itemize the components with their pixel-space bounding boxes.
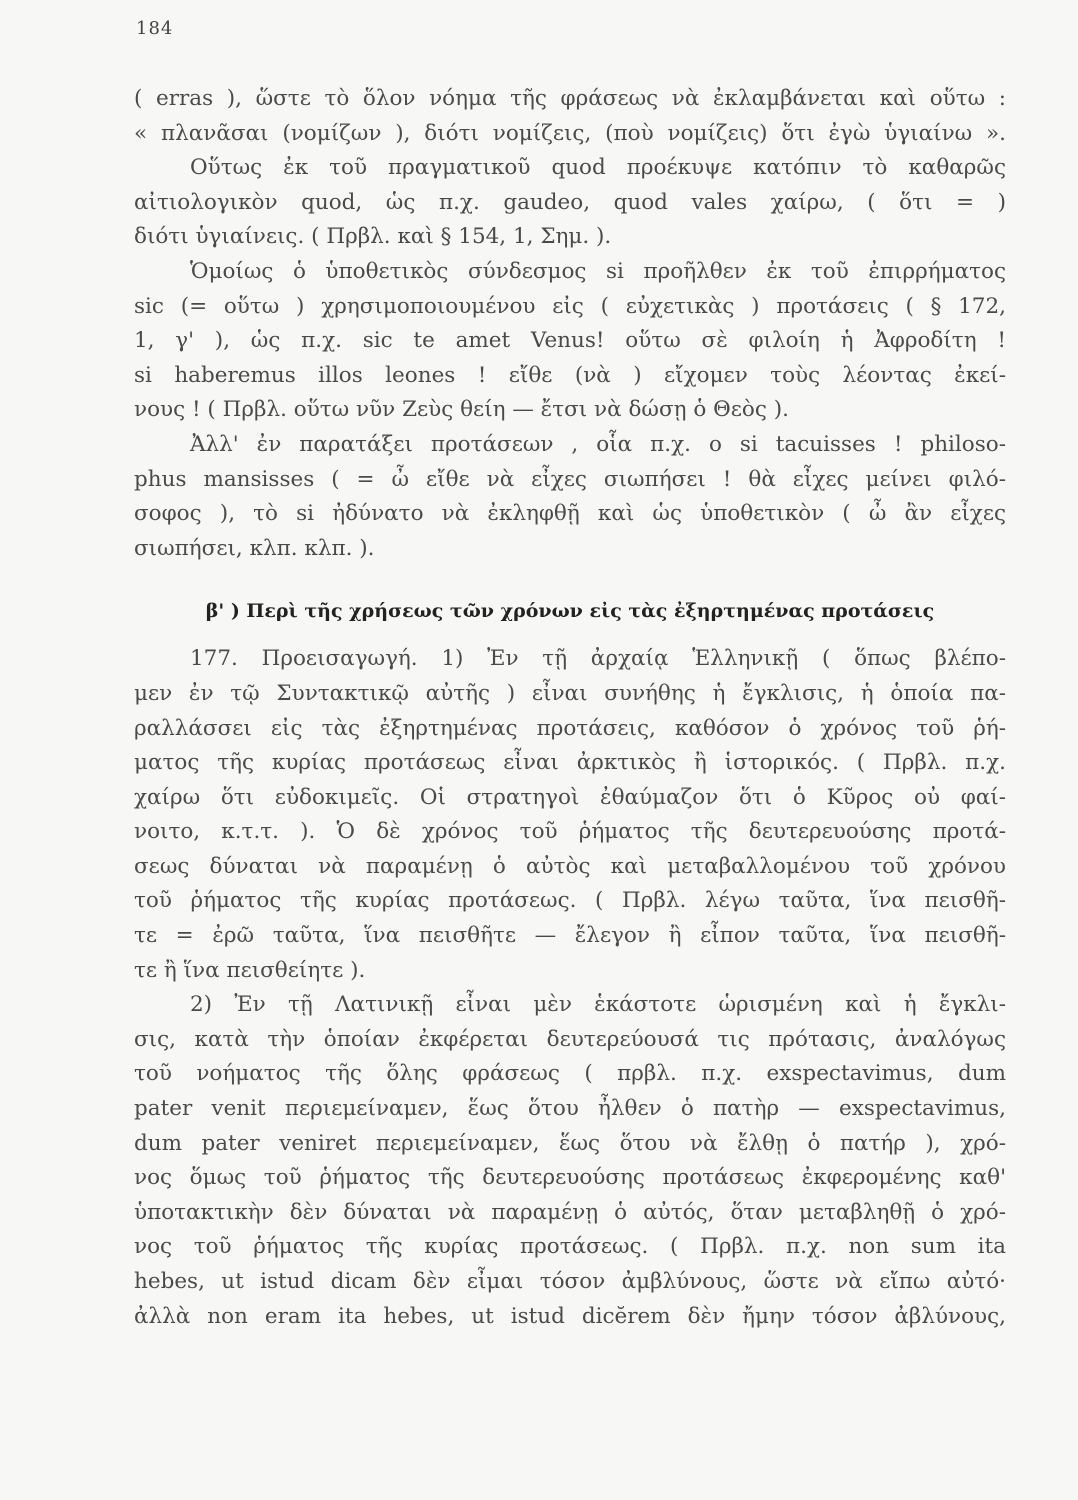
text-line: αἰτιολογικὸν quod, ὡς π.χ. gaudeo, quod vales χαίρω, ( ὅτι = ) bbox=[134, 189, 1006, 215]
text-line: 1, γ' ), ὡς π.χ. sic te amet Venus! οὕτω σὲ φιλοίη ἡ Ἀφροδίτη ! bbox=[134, 328, 1006, 354]
text-line: dum pater veniret περιεμείναμεν, ἕως ὅτου νὰ ἔλθῃ ὁ πατήρ ), χρό- bbox=[134, 1130, 1006, 1156]
text-line: 177. Προεισαγωγή. 1) Ἐν τῇ ἀρχαίᾳ Ἑλληνικῇ ( ὅπως βλέπο- bbox=[190, 646, 1006, 672]
text-line: 2) Ἐν τῇ Λατινικῇ εἶναι μὲν ἑκάστοτε ὡρισμένη καὶ ἡ ἔγκλι- bbox=[190, 992, 1006, 1018]
text-line: ραλλάσσει εἰς τὰς ἐξηρτημένας προτάσεις, καθόσον ὁ χρόνος τοῦ ῥή- bbox=[134, 715, 1006, 741]
text-line: ματος τῆς κυρίας προτάσεως εἶναι ἀρκτικὸς ἢ ἱστορικός. ( Πρβλ. π.χ. bbox=[134, 750, 1006, 776]
page-body bbox=[134, 82, 1006, 1334]
text-line: σοφος ), τὸ si ἠδύνατο νὰ ἐκληφθῇ καὶ ὡς ὑποθετικὸν ( ὦ ἂν εἶχες bbox=[134, 501, 1006, 527]
section-gap bbox=[134, 566, 1006, 594]
text-line: νοιτο, κ.τ.τ. ). Ὁ δὲ χρόνος τοῦ ῥήματος τῆς δευτερευούσης προτά- bbox=[134, 819, 1006, 845]
text-line: τοῦ ῥήματος τῆς κυρίας προτάσεως. ( Πρβλ. λέγω ταῦτα, ἵνα πεισθῆ- bbox=[134, 888, 1006, 914]
text-line: σεως δύναται νὰ παραμένῃ ὁ αὐτὸς καὶ μεταβαλλομένου τοῦ χρόνου bbox=[134, 853, 1006, 879]
text-line: σις, κατὰ τὴν ὁποίαν ἐκφέρεται δευτερεύουσά τις πρότασις, ἀναλόγως bbox=[134, 1026, 1006, 1052]
section-heading: β' ) Περὶ τῆς χρήσεως τῶν χρόνων εἰς τὰς ἐξηρτημένας προτάσεις bbox=[205, 600, 935, 623]
text-line: μεν ἐν τῷ Συντακτικῷ αὐτῆς ) εἶναι συνήθης ἡ ἔγκλισις, ἡ ὁποία πα- bbox=[134, 680, 1006, 706]
text-line: νους ! ( Πρβλ. οὕτω νῦν Ζεὺς θείη — ἔτσι νὰ δώσῃ ὁ Θεὸς ). bbox=[134, 397, 789, 423]
text-line: τε = ἐρῶ ταῦτα, ἵνα πεισθῆτε — ἔλεγον ἢ εἶπον ταῦτα, ἵνα πεισθῆ- bbox=[134, 923, 1006, 949]
text-line: νος ὅμως τοῦ ῥήματος τῆς δευτερευούσης προτάσεως ἐκφερομένης καθ' bbox=[134, 1165, 1006, 1191]
text-line: Ὁμοίως ὁ ὑποθετικὸς σύνδεσμος si προῆλθεν ἐκ τοῦ ἐπιρρήματος bbox=[190, 258, 1006, 284]
text-line: ( erras ), ὥστε τὸ ὅλον νόημα τῆς φράσεως νὰ ἐκλαμβάνεται καὶ οὕτω : bbox=[134, 86, 1006, 111]
text-line: τοῦ νοήματος τῆς ὅλης φράσεως ( πρβλ. π.χ. exspectavimus, dum bbox=[134, 1061, 1006, 1087]
text-line: Οὕτως ἐκ τοῦ πραγματικοῦ quod προέκυψε κατόπιν τὸ καθαρῶς bbox=[190, 155, 1006, 181]
text-line: si haberemus illos leones ! εἴθε (νὰ ) εἴχομεν τοὺς λέοντας ἐκεί- bbox=[134, 362, 1006, 388]
text-line: νος τοῦ ῥήματος τῆς κυρίας προτάσεως. ( Πρβλ. π.χ. non sum ita bbox=[134, 1234, 1006, 1260]
text-line: « πλανᾶσαι (νομίζων ), διότι νομίζεις, (ποὺ νομίζεις) ὅτι ἐγὼ ὑγιαίνω ». bbox=[134, 120, 1006, 146]
text-line: ὑποτακτικὴν δὲν δύναται νὰ παραμένῃ ὁ αὐτός, ὅταν μεταβληθῇ ὁ χρό- bbox=[134, 1199, 1006, 1225]
text-line: ἀλλὰ non eram ita hebes, ut istud dicĕrem δὲν ἤμην τόσον ἀβλύνους, bbox=[134, 1303, 1006, 1329]
text-line: Ἀλλ' ἐν παρατάξει προτάσεων , οἷα π.χ. o si tacuisses ! philoso- bbox=[190, 431, 1006, 457]
section-gap bbox=[134, 628, 1006, 642]
text-line: τε ἢ ἵνα πεισθείητε ). bbox=[134, 957, 366, 983]
page-number: 184 bbox=[136, 18, 174, 39]
text-line: χαίρω ὅτι εὐδοκιμεῖς. Οἱ στρατηγοὶ ἐθαύμαζον ὅτι ὁ Κῦρος οὐ φαί- bbox=[134, 784, 1006, 810]
text-line: hebes, ut istud dicam δὲν εἶμαι τόσον ἀμβλύνους, ὥστε νὰ εἴπω αὐτό· bbox=[134, 1269, 1006, 1294]
text-line: διότι ὑγιαίνεις. ( Πρβλ. καὶ § 154, 1, Σημ. ). bbox=[134, 224, 612, 250]
text-line: sic (= οὕτω ) χρησιμοποιουμένου εἰς ( εὐχετικὰς ) προτάσεις ( § 172, bbox=[134, 293, 1006, 319]
text-line: σιωπήσει, κλπ. κλπ. ). bbox=[134, 535, 375, 561]
text-line: phus mansisses ( = ὦ εἴθε νὰ εἶχες σιωπήσει ! θὰ εἶχες μείνει φιλό- bbox=[134, 466, 1006, 492]
text-line: pater venit περιεμείναμεν, ἕως ὅτου ἦλθεν ὁ πατὴρ — exspectavimus, bbox=[134, 1096, 1006, 1122]
